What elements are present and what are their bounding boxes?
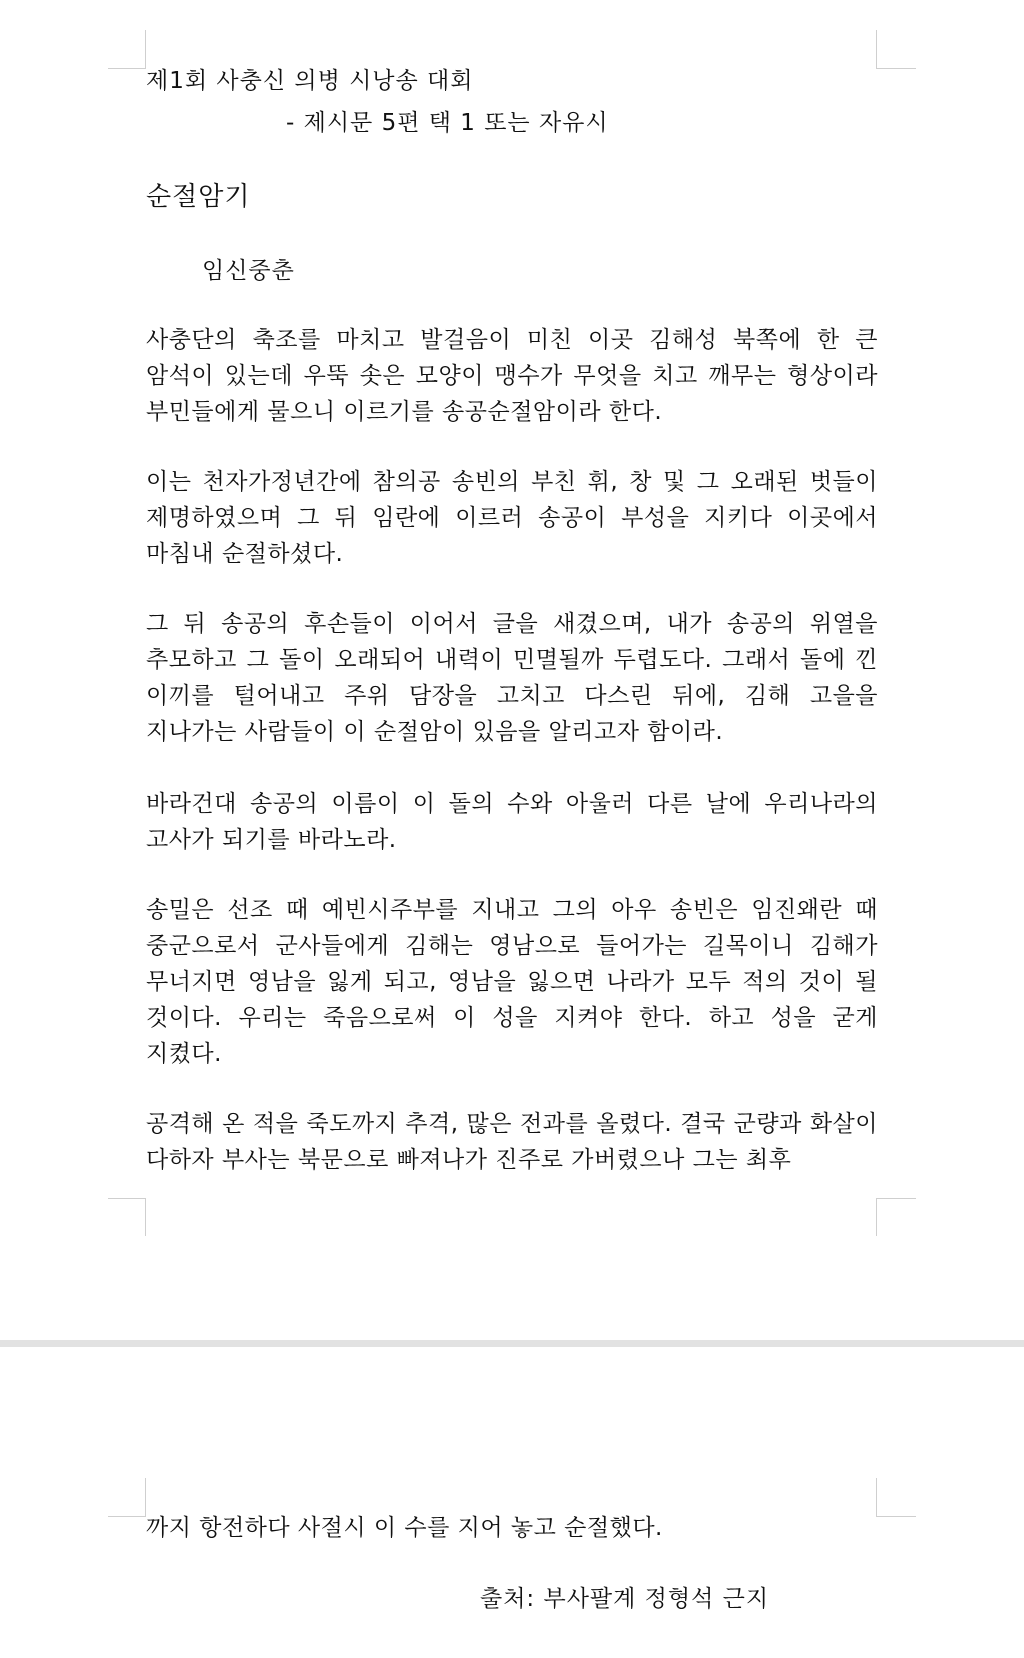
contest-subtitle: - 제시문 5편 택 1 또는 자유시 (286, 110, 609, 136)
paragraph-6: 공격해 온 적을 죽도까지 추격, 많은 전과를 올렸다. 결국 군량과 화살이 다하자 부사는 북문으로 빠져나가 진주로 가버렸으나 그는 최후 (146, 1111, 878, 1173)
page-break (0, 1340, 1024, 1347)
paragraph-3: 그 뒤 송공의 후손들이 이어서 글을 새겼으며, 내가 송공의 위열을 추모하고 그 돌이 오래되어 내력이 민멸될까 두렵도다. 그래서 돌에 낀 이끼를 털어내고 주위 담장을 고치고 다스린 뒤에, 김해 고을을 지나가는 사람들이 이 순절암이 있음을 알리고자 함이라. (146, 611, 878, 745)
contest-title: 제1회 사충신 의병 시낭송 대회 (146, 68, 474, 94)
paragraph-4: 바라건대 송공의 이름이 이 돌의 수와 아울러 다른 날에 우리나라의 고사가 되기를 바라노라. (146, 791, 878, 853)
paragraph-1: 사충단의 축조를 마치고 발걸음이 미친 이곳 김해성 북쪽에 한 큰 암석이 있는데 우뚝 솟은 모양이 맹수가 무엇을 치고 깨무는 형상이라 부민들에게 물으니 이르기를 송공순절암이라 한다. (146, 327, 878, 425)
paragraph-5: 송밀은 선조 때 예빈시주부를 지내고 그의 아우 송빈은 임진왜란 때 중군으로서 군사들에게 김해는 영남으로 들어가는 길목이니 김해가 무너지면 영남을 잃게 되고, 영남을 잃으면 나라가 모두 적의 것이 될 것이다. 우리는 죽음으로써 이 성을 지켜야 한다. 하고 성을 굳게 지켰다. (146, 897, 878, 1067)
paragraph-2: 이는 천자가정년간에 참의공 송빈의 부친 휘, 창 및 그 오래된 벗들이 제명하였으며 그 뒤 임란에 이르러 송공이 부성을 지키다 이곳에서 마침내 순절하셨다. (146, 469, 878, 567)
poem-date: 임신중춘 (202, 258, 295, 284)
poem-title: 순절암기 (146, 182, 251, 212)
source-citation: 출처: 부사팔계 정형석 근지 (480, 1586, 770, 1612)
continuation-paragraph: 까지 항전하다 사절시 이 수를 지어 놓고 순절했다. (146, 1515, 663, 1541)
